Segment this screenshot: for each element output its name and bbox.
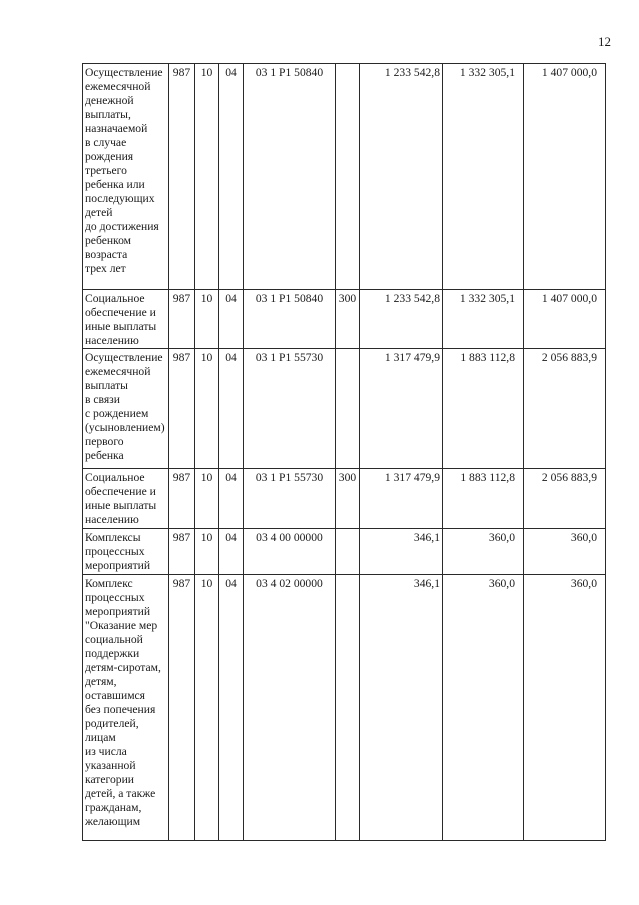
year3-amount-cell: 2 056 883,9: [524, 469, 606, 529]
target-article-cell: 03 4 00 00000: [244, 529, 336, 575]
budget-table: [82, 63, 606, 841]
section-code-cell: 10: [195, 349, 219, 469]
target-article-cell: 03 1 P1 55730: [244, 349, 336, 469]
section-code-cell: 10: [195, 529, 219, 575]
expense-type-cell: [336, 575, 360, 841]
ministry-code-cell: 987: [169, 64, 195, 290]
year2-amount-cell: 360,0: [443, 529, 524, 575]
page-number: 12: [598, 34, 611, 49]
year1-amount-cell: 1 317 479,9: [360, 349, 443, 469]
row-name-cell: Социальное обеспечение и иные выплаты населению: [83, 290, 169, 349]
row-name-cell: Осуществление ежемесячной выплаты в связи с рождением (усыновлением) первого ребенка: [83, 349, 169, 469]
year2-amount-cell: 1 332 305,1: [443, 64, 524, 290]
year1-amount-cell: 346,1: [360, 575, 443, 841]
table-row: [83, 290, 606, 349]
section-code-cell: 10: [195, 64, 219, 290]
year2-amount-cell: 1 332 305,1: [443, 290, 524, 349]
ministry-code-cell: 987: [169, 349, 195, 469]
subsection-code-cell: 04: [219, 575, 244, 841]
expense-type-cell: 300: [336, 290, 360, 349]
year3-amount-cell: 1 407 000,0: [524, 64, 606, 290]
ministry-code-cell: 987: [169, 469, 195, 529]
subsection-code-cell: 04: [219, 529, 244, 575]
year3-amount-cell: 360,0: [524, 575, 606, 841]
table-row: [83, 529, 606, 575]
subsection-code-cell: 04: [219, 349, 244, 469]
subsection-code-cell: 04: [219, 64, 244, 290]
year2-amount-cell: 1 883 112,8: [443, 469, 524, 529]
year3-amount-cell: 360,0: [524, 529, 606, 575]
year2-amount-cell: 360,0: [443, 575, 524, 841]
year3-amount-cell: 1 407 000,0: [524, 290, 606, 349]
expense-type-cell: 300: [336, 469, 360, 529]
expense-type-cell: [336, 349, 360, 469]
row-name-cell: Комплексы процессных мероприятий: [83, 529, 169, 575]
section-code-cell: 10: [195, 290, 219, 349]
subsection-code-cell: 04: [219, 469, 244, 529]
section-code-cell: 10: [195, 575, 219, 841]
target-article-cell: 03 1 P1 50840: [244, 290, 336, 349]
row-name-cell: Социальное обеспечение и иные выплаты населению: [83, 469, 169, 529]
table-row: [83, 469, 606, 529]
year2-amount-cell: 1 883 112,8: [443, 349, 524, 469]
table-row: [83, 349, 606, 469]
ministry-code-cell: 987: [169, 575, 195, 841]
section-code-cell: 10: [195, 469, 219, 529]
year1-amount-cell: 346,1: [360, 529, 443, 575]
ministry-code-cell: 987: [169, 529, 195, 575]
target-article-cell: 03 1 P1 55730: [244, 469, 336, 529]
table-row: [83, 64, 606, 290]
year1-amount-cell: 1 233 542,8: [360, 290, 443, 349]
ministry-code-cell: 987: [169, 290, 195, 349]
target-article-cell: 03 4 02 00000: [244, 575, 336, 841]
target-article-cell: 03 1 P1 50840: [244, 64, 336, 290]
row-name-cell: Комплекс процессных мероприятий "Оказание мер социальной поддержки детям-сиротам, детям, оставшимся без попечения родителей, лицам из числа указанной категории детей, а также гражданам, желающим: [83, 575, 169, 841]
year1-amount-cell: 1 233 542,8: [360, 64, 443, 290]
row-name-cell: Осуществление ежемесячной денежной выплаты, назначаемой в случае рождения третьего ребенка или последующих детей до достижения ребенком возраста трех лет: [83, 64, 169, 290]
year3-amount-cell: 2 056 883,9: [524, 349, 606, 469]
year1-amount-cell: 1 317 479,9: [360, 469, 443, 529]
expense-type-cell: [336, 64, 360, 290]
expense-type-cell: [336, 529, 360, 575]
subsection-code-cell: 04: [219, 290, 244, 349]
table-row: [83, 575, 606, 841]
